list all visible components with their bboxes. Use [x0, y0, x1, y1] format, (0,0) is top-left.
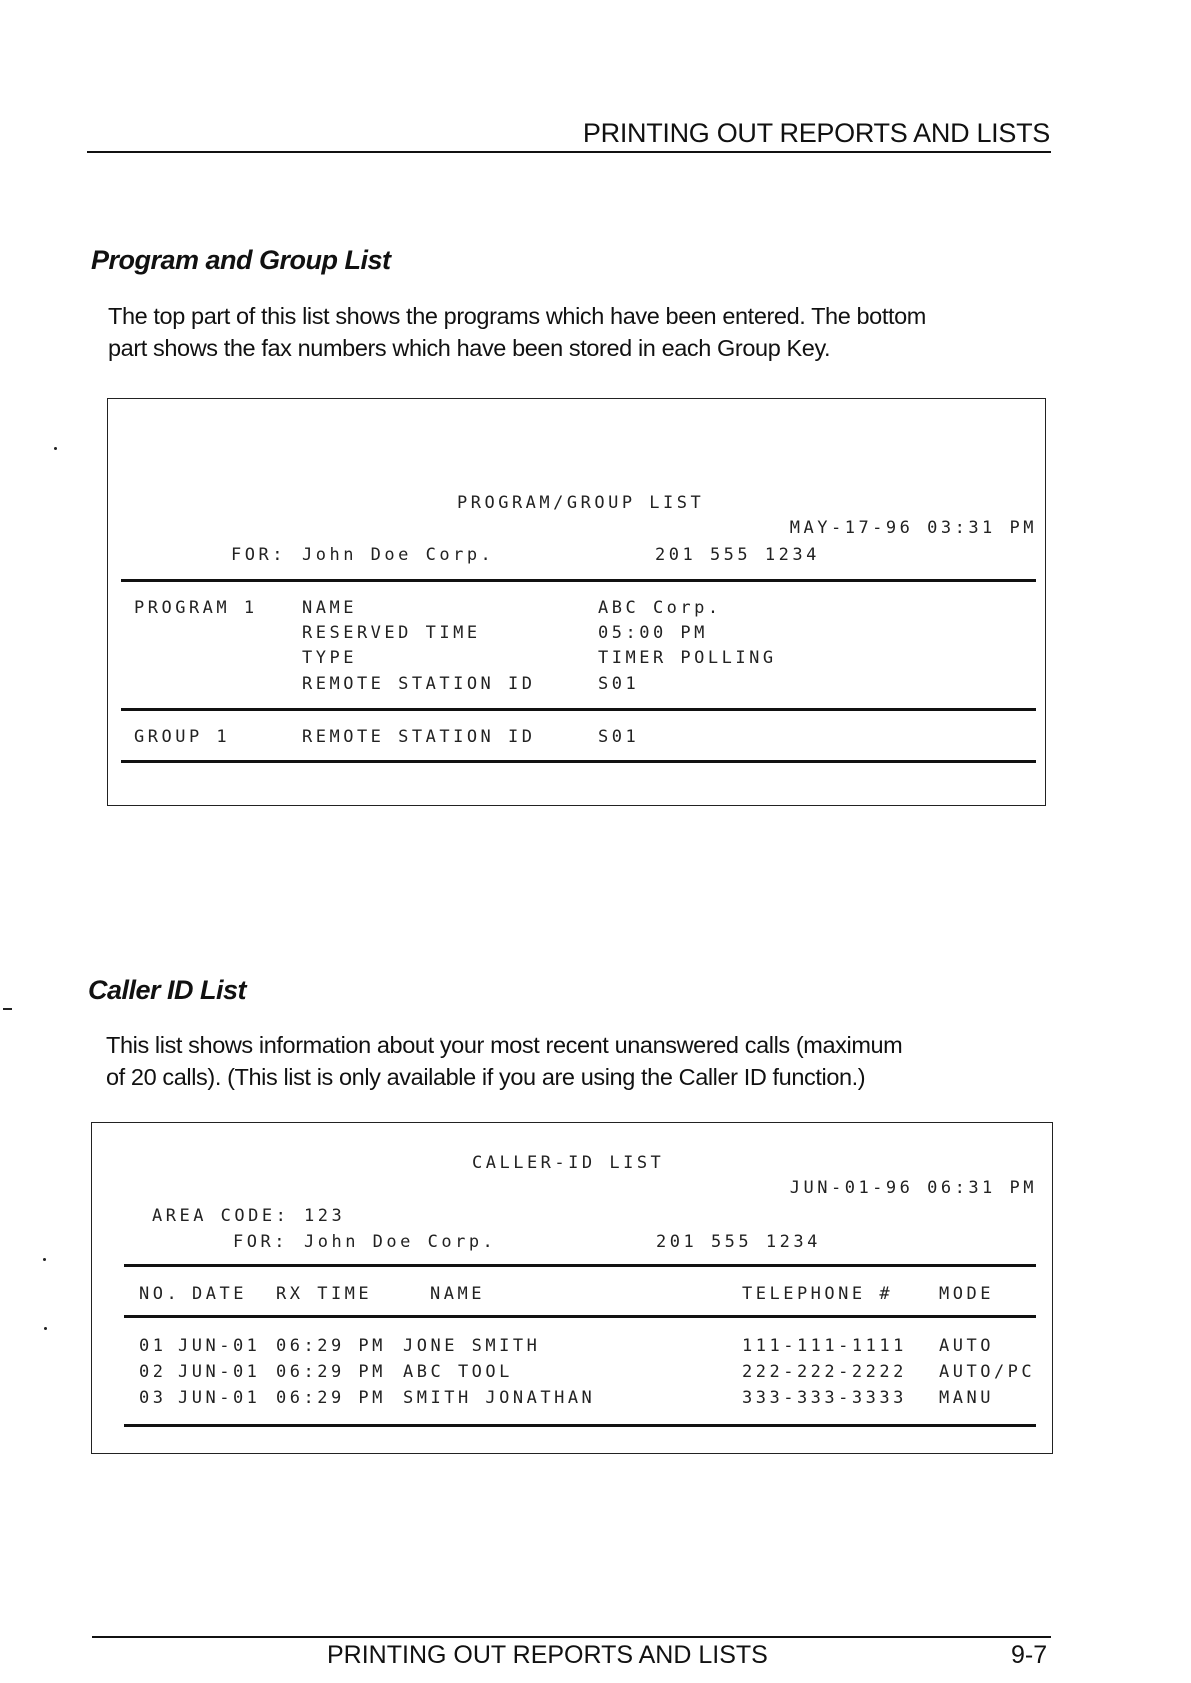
description-line: of 20 calls). (This list is only available if you are using the Caller ID function.)	[106, 1064, 866, 1090]
cell-date: JUN-01	[178, 1362, 261, 1382]
cell-no: 03	[139, 1388, 167, 1408]
footer-divider	[92, 1636, 1051, 1638]
report-divider	[121, 708, 1036, 711]
description-line: part shows the fax numbers which have been stored in each Group Key.	[108, 335, 831, 361]
area-code-value: 123	[304, 1206, 346, 1226]
program-field: REMOTE STATION ID	[302, 674, 536, 694]
report-divider	[124, 1424, 1036, 1427]
group-label: GROUP 1	[134, 727, 231, 747]
caller-id-report-datetime: JUN-01-96 06:31 PM	[789, 1178, 1037, 1198]
column-header-rx-time: RX TIME	[276, 1284, 373, 1304]
group-value: S01	[598, 727, 640, 747]
cell-name: JONE SMITH	[403, 1336, 541, 1356]
program-group-report-datetime: MAY-17-96 03:31 PM	[789, 518, 1037, 538]
cell-rx-time: 06:29 PM	[276, 1336, 386, 1356]
for-name: John Doe Corp.	[302, 545, 495, 565]
cell-date: JUN-01	[178, 1336, 261, 1356]
scan-mark	[44, 1327, 47, 1330]
caller-id-section-title: Caller ID List	[88, 975, 247, 1005]
report-divider	[121, 579, 1036, 582]
cell-name: SMITH JONATHAN	[403, 1388, 596, 1408]
scan-mark	[3, 1008, 12, 1010]
cell-date: JUN-01	[178, 1388, 261, 1408]
program-value: ABC Corp.	[598, 598, 722, 618]
program-field: RESERVED TIME	[302, 623, 481, 643]
column-header-telephone: TELEPHONE #	[742, 1284, 894, 1304]
sender-phone: 201 555 1234	[656, 1232, 821, 1252]
area-code-label: AREA CODE:	[152, 1206, 290, 1226]
column-header-no: NO.	[139, 1284, 181, 1304]
page-header-title: PRINTING OUT REPORTS AND LISTS	[582, 118, 1050, 148]
sender-phone: 201 555 1234	[655, 545, 820, 565]
cell-no: 01	[139, 1336, 167, 1356]
scan-mark	[54, 447, 57, 450]
cell-telephone: 333-333-3333	[742, 1388, 907, 1408]
column-header-date: DATE	[192, 1284, 247, 1304]
for-name: John Doe Corp.	[304, 1232, 497, 1252]
cell-mode: AUTO	[939, 1336, 994, 1356]
cell-telephone: 111-111-1111	[742, 1336, 907, 1356]
scan-mark	[43, 1258, 46, 1261]
caller-id-description	[106, 1029, 902, 1093]
cell-rx-time: 06:29 PM	[276, 1362, 386, 1382]
description-line: This list shows information about your most recent unanswered calls (maximum	[106, 1032, 903, 1058]
report-divider	[124, 1315, 1036, 1318]
program-group-report-heading: PROGRAM/GROUP LIST	[457, 493, 705, 513]
caller-id-report-heading: CALLER-ID LIST	[472, 1153, 665, 1173]
program-group-section-title: Program and Group List	[91, 245, 391, 275]
program-label: PROGRAM 1	[134, 598, 258, 618]
header-divider	[87, 151, 1051, 153]
program-group-description	[108, 300, 926, 364]
for-label: FOR:	[231, 545, 286, 565]
group-field: REMOTE STATION ID	[302, 727, 536, 747]
page-number: 9-7	[1011, 1641, 1048, 1669]
program-value: S01	[598, 674, 640, 694]
page-footer-title: PRINTING OUT REPORTS AND LISTS	[327, 1641, 768, 1669]
description-line: The top part of this list shows the programs which have been entered. The bottom	[108, 303, 926, 329]
cell-name: ABC TOOL	[403, 1362, 513, 1382]
program-value: TIMER POLLING	[598, 648, 777, 668]
cell-no: 02	[139, 1362, 167, 1382]
cell-rx-time: 06:29 PM	[276, 1388, 386, 1408]
column-header-name: NAME	[430, 1284, 485, 1304]
column-header-mode: MODE	[939, 1284, 994, 1304]
cell-telephone: 222-222-2222	[742, 1362, 907, 1382]
program-field: NAME	[302, 598, 357, 618]
report-divider	[124, 1264, 1036, 1267]
cell-mode: MANU	[939, 1388, 994, 1408]
report-divider	[121, 760, 1036, 763]
program-value: 05:00 PM	[598, 623, 708, 643]
program-field: TYPE	[302, 648, 357, 668]
for-label: FOR:	[233, 1232, 288, 1252]
cell-mode: AUTO/PC	[939, 1362, 1036, 1382]
